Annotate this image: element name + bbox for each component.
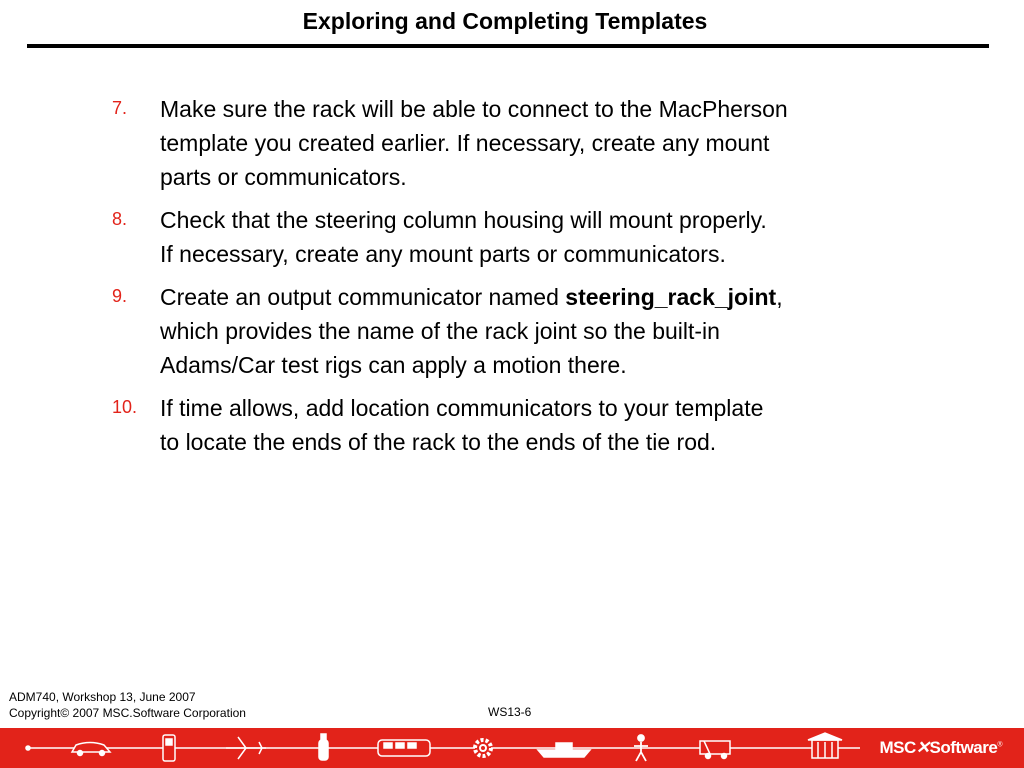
list-item xyxy=(0,280,1024,382)
step-line: If time allows, add location communicators to your template xyxy=(160,395,764,421)
step-line: which provides the name of the rack joint so the built-in xyxy=(160,318,720,344)
footer-info xyxy=(9,689,246,721)
step-text-segment: , xyxy=(776,284,783,310)
step-line: Make sure the rack will be able to connect to the MacPherson xyxy=(160,96,788,122)
msc-software-logo: MSC✕Software® xyxy=(879,738,1002,757)
truck-icon xyxy=(700,741,730,759)
building-icon xyxy=(808,733,842,758)
industry-icons xyxy=(0,728,870,768)
step-text xyxy=(160,92,960,194)
step-line: Adams/Car test rigs can apply a motion there. xyxy=(160,352,627,378)
step-number: 10. xyxy=(112,397,138,417)
step-line: template you created earlier. If necessary, create any mount xyxy=(160,130,770,156)
step-text xyxy=(160,280,960,382)
step-line: If necessary, create any mount parts or communicators. xyxy=(160,241,726,267)
step-number: 8. xyxy=(112,209,128,229)
airplane-icon xyxy=(226,737,266,759)
title-divider xyxy=(27,44,989,48)
step-number: 7. xyxy=(112,98,128,118)
phone-icon xyxy=(163,735,175,761)
slide-number: WS13-6 xyxy=(488,705,532,719)
step-line xyxy=(160,280,960,314)
step-line: Check that the steering column housing will mount properly. xyxy=(160,207,767,233)
step-line: to locate the ends of the rack to the ends of the tie rod. xyxy=(160,429,717,455)
communicator-name: steering_rack_joint xyxy=(565,284,777,310)
step-number: 9. xyxy=(112,286,128,306)
steps-list xyxy=(0,92,1024,468)
train-icon xyxy=(378,740,430,756)
step-text-segment: Create an output communicator named xyxy=(160,284,566,310)
gear-icon xyxy=(475,740,491,756)
list-item xyxy=(0,391,1024,459)
copyright-label: Copyright© 2007 MSC.Software Corporation xyxy=(9,706,246,720)
step-text xyxy=(160,391,960,459)
brand-band xyxy=(0,728,1024,768)
ship-icon xyxy=(538,743,590,757)
car-icon xyxy=(72,743,110,756)
course-label: ADM740, Workshop 13, June 2007 xyxy=(9,690,196,704)
list-item xyxy=(0,92,1024,194)
bottle-icon xyxy=(319,734,328,760)
page-title: Exploring and Completing Templates xyxy=(302,8,708,34)
step-text xyxy=(160,203,960,271)
step-line: parts or communicators. xyxy=(160,164,407,190)
list-item xyxy=(0,203,1024,271)
